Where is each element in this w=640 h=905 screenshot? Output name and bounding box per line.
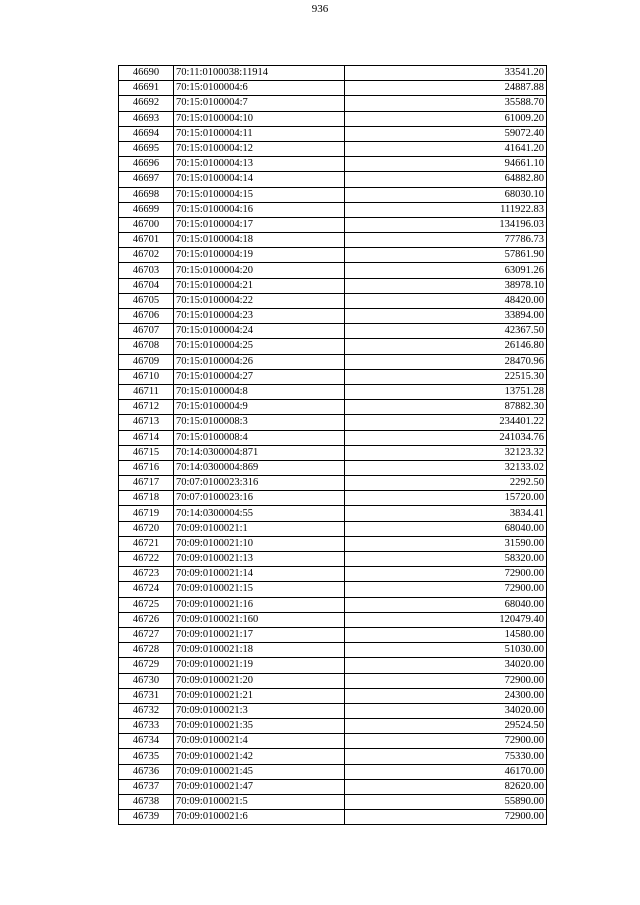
table-row (119, 703, 547, 718)
value-cell: 94661.10 (345, 157, 547, 172)
value-cell: 87882.30 (345, 400, 547, 415)
table-row (119, 521, 547, 536)
row-number-cell: 46733 (119, 719, 174, 734)
cadastral-number-cell: 70:15:0100004:15 (174, 187, 345, 202)
table-row (119, 476, 547, 491)
table-row (119, 324, 547, 339)
row-number-cell: 46695 (119, 141, 174, 156)
registry-table-body (119, 66, 547, 825)
table-row (119, 430, 547, 445)
cadastral-number-cell: 70:15:0100004:8 (174, 384, 345, 399)
cadastral-number-cell: 70:15:0100004:24 (174, 324, 345, 339)
cadastral-number-cell: 70:11:0100038:11914 (174, 66, 345, 81)
row-number-cell: 46710 (119, 369, 174, 384)
row-number-cell: 46728 (119, 643, 174, 658)
cadastral-number-cell: 70:09:0100021:42 (174, 749, 345, 764)
value-cell: 120479.40 (345, 612, 547, 627)
row-number-cell: 46699 (119, 202, 174, 217)
row-number-cell: 46718 (119, 491, 174, 506)
value-cell: 241034.76 (345, 430, 547, 445)
value-cell: 61009.20 (345, 111, 547, 126)
cadastral-number-cell: 70:09:0100021:35 (174, 719, 345, 734)
row-number-cell: 46704 (119, 278, 174, 293)
table-row (119, 552, 547, 567)
cadastral-number-cell: 70:15:0100004:9 (174, 400, 345, 415)
cadastral-number-cell: 70:14:0300004:55 (174, 506, 345, 521)
cadastral-number-cell: 70:09:0100021:16 (174, 597, 345, 612)
row-number-cell: 46694 (119, 126, 174, 141)
cadastral-number-cell: 70:15:0100008:4 (174, 430, 345, 445)
cadastral-number-cell: 70:09:0100021:20 (174, 673, 345, 688)
value-cell: 51030.00 (345, 643, 547, 658)
cadastral-number-cell: 70:15:0100004:27 (174, 369, 345, 384)
row-number-cell: 46722 (119, 552, 174, 567)
value-cell: 22515.30 (345, 369, 547, 384)
value-cell: 2292.50 (345, 476, 547, 491)
table-row (119, 764, 547, 779)
table-row (119, 187, 547, 202)
table-row (119, 536, 547, 551)
table-row (119, 81, 547, 96)
table-row (119, 612, 547, 627)
value-cell: 72900.00 (345, 734, 547, 749)
row-number-cell: 46724 (119, 582, 174, 597)
cadastral-number-cell: 70:14:0300004:869 (174, 460, 345, 475)
cadastral-number-cell: 70:15:0100008:3 (174, 415, 345, 430)
value-cell: 38978.10 (345, 278, 547, 293)
table-row (119, 506, 547, 521)
value-cell: 33894.00 (345, 309, 547, 324)
value-cell: 72900.00 (345, 810, 547, 825)
row-number-cell: 46696 (119, 157, 174, 172)
row-number-cell: 46720 (119, 521, 174, 536)
cadastral-number-cell: 70:15:0100004:12 (174, 141, 345, 156)
table-row (119, 278, 547, 293)
row-number-cell: 46717 (119, 476, 174, 491)
row-number-cell: 46731 (119, 688, 174, 703)
value-cell: 33541.20 (345, 66, 547, 81)
value-cell: 29524.50 (345, 719, 547, 734)
cadastral-number-cell: 70:09:0100021:18 (174, 643, 345, 658)
cadastral-number-cell: 70:15:0100004:21 (174, 278, 345, 293)
table-row (119, 126, 547, 141)
table-row (119, 810, 547, 825)
row-number-cell: 46729 (119, 658, 174, 673)
row-number-cell: 46727 (119, 627, 174, 642)
table-row (119, 354, 547, 369)
table-row (119, 217, 547, 232)
value-cell: 111922.83 (345, 202, 547, 217)
cadastral-number-cell: 70:09:0100021:5 (174, 795, 345, 810)
value-cell: 24887.88 (345, 81, 547, 96)
value-cell: 26146.80 (345, 339, 547, 354)
value-cell: 63091.26 (345, 263, 547, 278)
row-number-cell: 46730 (119, 673, 174, 688)
row-number-cell: 46700 (119, 217, 174, 232)
row-number-cell: 46737 (119, 779, 174, 794)
table-row (119, 627, 547, 642)
value-cell: 35588.70 (345, 96, 547, 111)
table-row (119, 643, 547, 658)
table-row (119, 66, 547, 81)
value-cell: 68030.10 (345, 187, 547, 202)
value-cell: 55890.00 (345, 795, 547, 810)
table-row (119, 111, 547, 126)
page-number: 936 (311, 3, 329, 15)
cadastral-number-cell: 70:07:0100023:16 (174, 491, 345, 506)
table-row (119, 734, 547, 749)
value-cell: 72900.00 (345, 567, 547, 582)
cadastral-number-cell: 70:07:0100023:316 (174, 476, 345, 491)
value-cell: 34020.00 (345, 703, 547, 718)
row-number-cell: 46709 (119, 354, 174, 369)
row-number-cell: 46716 (119, 460, 174, 475)
row-number-cell: 46691 (119, 81, 174, 96)
value-cell: 46170.00 (345, 764, 547, 779)
row-number-cell: 46711 (119, 384, 174, 399)
value-cell: 57861.90 (345, 248, 547, 263)
table-row (119, 582, 547, 597)
value-cell: 234401.22 (345, 415, 547, 430)
table-row (119, 293, 547, 308)
cadastral-number-cell: 70:09:0100021:15 (174, 582, 345, 597)
row-number-cell: 46713 (119, 415, 174, 430)
row-number-cell: 46735 (119, 749, 174, 764)
value-cell: 82620.00 (345, 779, 547, 794)
table-row (119, 384, 547, 399)
cadastral-number-cell: 70:09:0100021:6 (174, 810, 345, 825)
cadastral-number-cell: 70:09:0100021:14 (174, 567, 345, 582)
row-number-cell: 46739 (119, 810, 174, 825)
row-number-cell: 46719 (119, 506, 174, 521)
cadastral-number-cell: 70:09:0100021:45 (174, 764, 345, 779)
table-row (119, 248, 547, 263)
value-cell: 34020.00 (345, 658, 547, 673)
value-cell: 48420.00 (345, 293, 547, 308)
row-number-cell: 46692 (119, 96, 174, 111)
cadastral-number-cell: 70:15:0100004:6 (174, 81, 345, 96)
value-cell: 59072.40 (345, 126, 547, 141)
value-cell: 31590.00 (345, 536, 547, 551)
cadastral-number-cell: 70:09:0100021:13 (174, 552, 345, 567)
table-row (119, 719, 547, 734)
cadastral-number-cell: 70:15:0100004:25 (174, 339, 345, 354)
registry-table (118, 65, 547, 825)
table-row (119, 233, 547, 248)
cadastral-number-cell: 70:15:0100004:23 (174, 309, 345, 324)
value-cell: 14580.00 (345, 627, 547, 642)
value-cell: 24300.00 (345, 688, 547, 703)
row-number-cell: 46721 (119, 536, 174, 551)
row-number-cell: 46712 (119, 400, 174, 415)
row-number-cell: 46715 (119, 445, 174, 460)
table-row (119, 157, 547, 172)
cadastral-number-cell: 70:15:0100004:18 (174, 233, 345, 248)
row-number-cell: 46693 (119, 111, 174, 126)
table-row (119, 779, 547, 794)
cadastral-number-cell: 70:09:0100021:19 (174, 658, 345, 673)
cadastral-number-cell: 70:15:0100004:19 (174, 248, 345, 263)
table-row (119, 202, 547, 217)
value-cell: 68040.00 (345, 521, 547, 536)
cadastral-number-cell: 70:09:0100021:21 (174, 688, 345, 703)
cadastral-number-cell: 70:09:0100021:17 (174, 627, 345, 642)
value-cell: 68040.00 (345, 597, 547, 612)
table-row (119, 749, 547, 764)
value-cell: 32123.32 (345, 445, 547, 460)
row-number-cell: 46705 (119, 293, 174, 308)
cadastral-number-cell: 70:15:0100004:13 (174, 157, 345, 172)
row-number-cell: 46723 (119, 567, 174, 582)
cadastral-number-cell: 70:15:0100004:22 (174, 293, 345, 308)
cadastral-number-cell: 70:15:0100004:11 (174, 126, 345, 141)
value-cell: 3834.41 (345, 506, 547, 521)
row-number-cell: 46690 (119, 66, 174, 81)
value-cell: 75330.00 (345, 749, 547, 764)
table-row (119, 460, 547, 475)
table-row (119, 263, 547, 278)
cadastral-number-cell: 70:15:0100004:17 (174, 217, 345, 232)
table-row (119, 96, 547, 111)
value-cell: 64882.80 (345, 172, 547, 187)
cadastral-number-cell: 70:15:0100004:16 (174, 202, 345, 217)
cadastral-number-cell: 70:09:0100021:47 (174, 779, 345, 794)
row-number-cell: 46738 (119, 795, 174, 810)
cadastral-number-cell: 70:09:0100021:3 (174, 703, 345, 718)
cadastral-number-cell: 70:09:0100021:4 (174, 734, 345, 749)
cadastral-number-cell: 70:15:0100004:26 (174, 354, 345, 369)
row-number-cell: 46701 (119, 233, 174, 248)
row-number-cell: 46714 (119, 430, 174, 445)
table-row (119, 567, 547, 582)
row-number-cell: 46698 (119, 187, 174, 202)
table-row (119, 597, 547, 612)
table-row (119, 172, 547, 187)
value-cell: 42367.50 (345, 324, 547, 339)
row-number-cell: 46702 (119, 248, 174, 263)
cadastral-number-cell: 70:15:0100004:10 (174, 111, 345, 126)
row-number-cell: 46708 (119, 339, 174, 354)
value-cell: 15720.00 (345, 491, 547, 506)
cadastral-number-cell: 70:15:0100004:14 (174, 172, 345, 187)
row-number-cell: 46732 (119, 703, 174, 718)
cadastral-number-cell: 70:15:0100004:7 (174, 96, 345, 111)
table-row (119, 445, 547, 460)
cadastral-number-cell: 70:14:0300004:871 (174, 445, 345, 460)
table-row (119, 658, 547, 673)
cadastral-number-cell: 70:09:0100021:1 (174, 521, 345, 536)
value-cell: 32133.02 (345, 460, 547, 475)
table-row (119, 400, 547, 415)
cadastral-number-cell: 70:15:0100004:20 (174, 263, 345, 278)
table-row (119, 491, 547, 506)
row-number-cell: 46736 (119, 764, 174, 779)
value-cell: 72900.00 (345, 673, 547, 688)
row-number-cell: 46697 (119, 172, 174, 187)
row-number-cell: 46726 (119, 612, 174, 627)
value-cell: 13751.28 (345, 384, 547, 399)
value-cell: 58320.00 (345, 552, 547, 567)
table-row (119, 369, 547, 384)
table-row (119, 309, 547, 324)
table-row (119, 673, 547, 688)
value-cell: 134196.03 (345, 217, 547, 232)
row-number-cell: 46706 (119, 309, 174, 324)
value-cell: 28470.96 (345, 354, 547, 369)
value-cell: 72900.00 (345, 582, 547, 597)
value-cell: 41641.20 (345, 141, 547, 156)
table-row (119, 339, 547, 354)
row-number-cell: 46725 (119, 597, 174, 612)
row-number-cell: 46707 (119, 324, 174, 339)
table-row (119, 415, 547, 430)
table-row (119, 688, 547, 703)
value-cell: 77786.73 (345, 233, 547, 248)
cadastral-number-cell: 70:09:0100021:160 (174, 612, 345, 627)
row-number-cell: 46734 (119, 734, 174, 749)
table-row (119, 141, 547, 156)
table-row (119, 795, 547, 810)
cadastral-number-cell: 70:09:0100021:10 (174, 536, 345, 551)
row-number-cell: 46703 (119, 263, 174, 278)
